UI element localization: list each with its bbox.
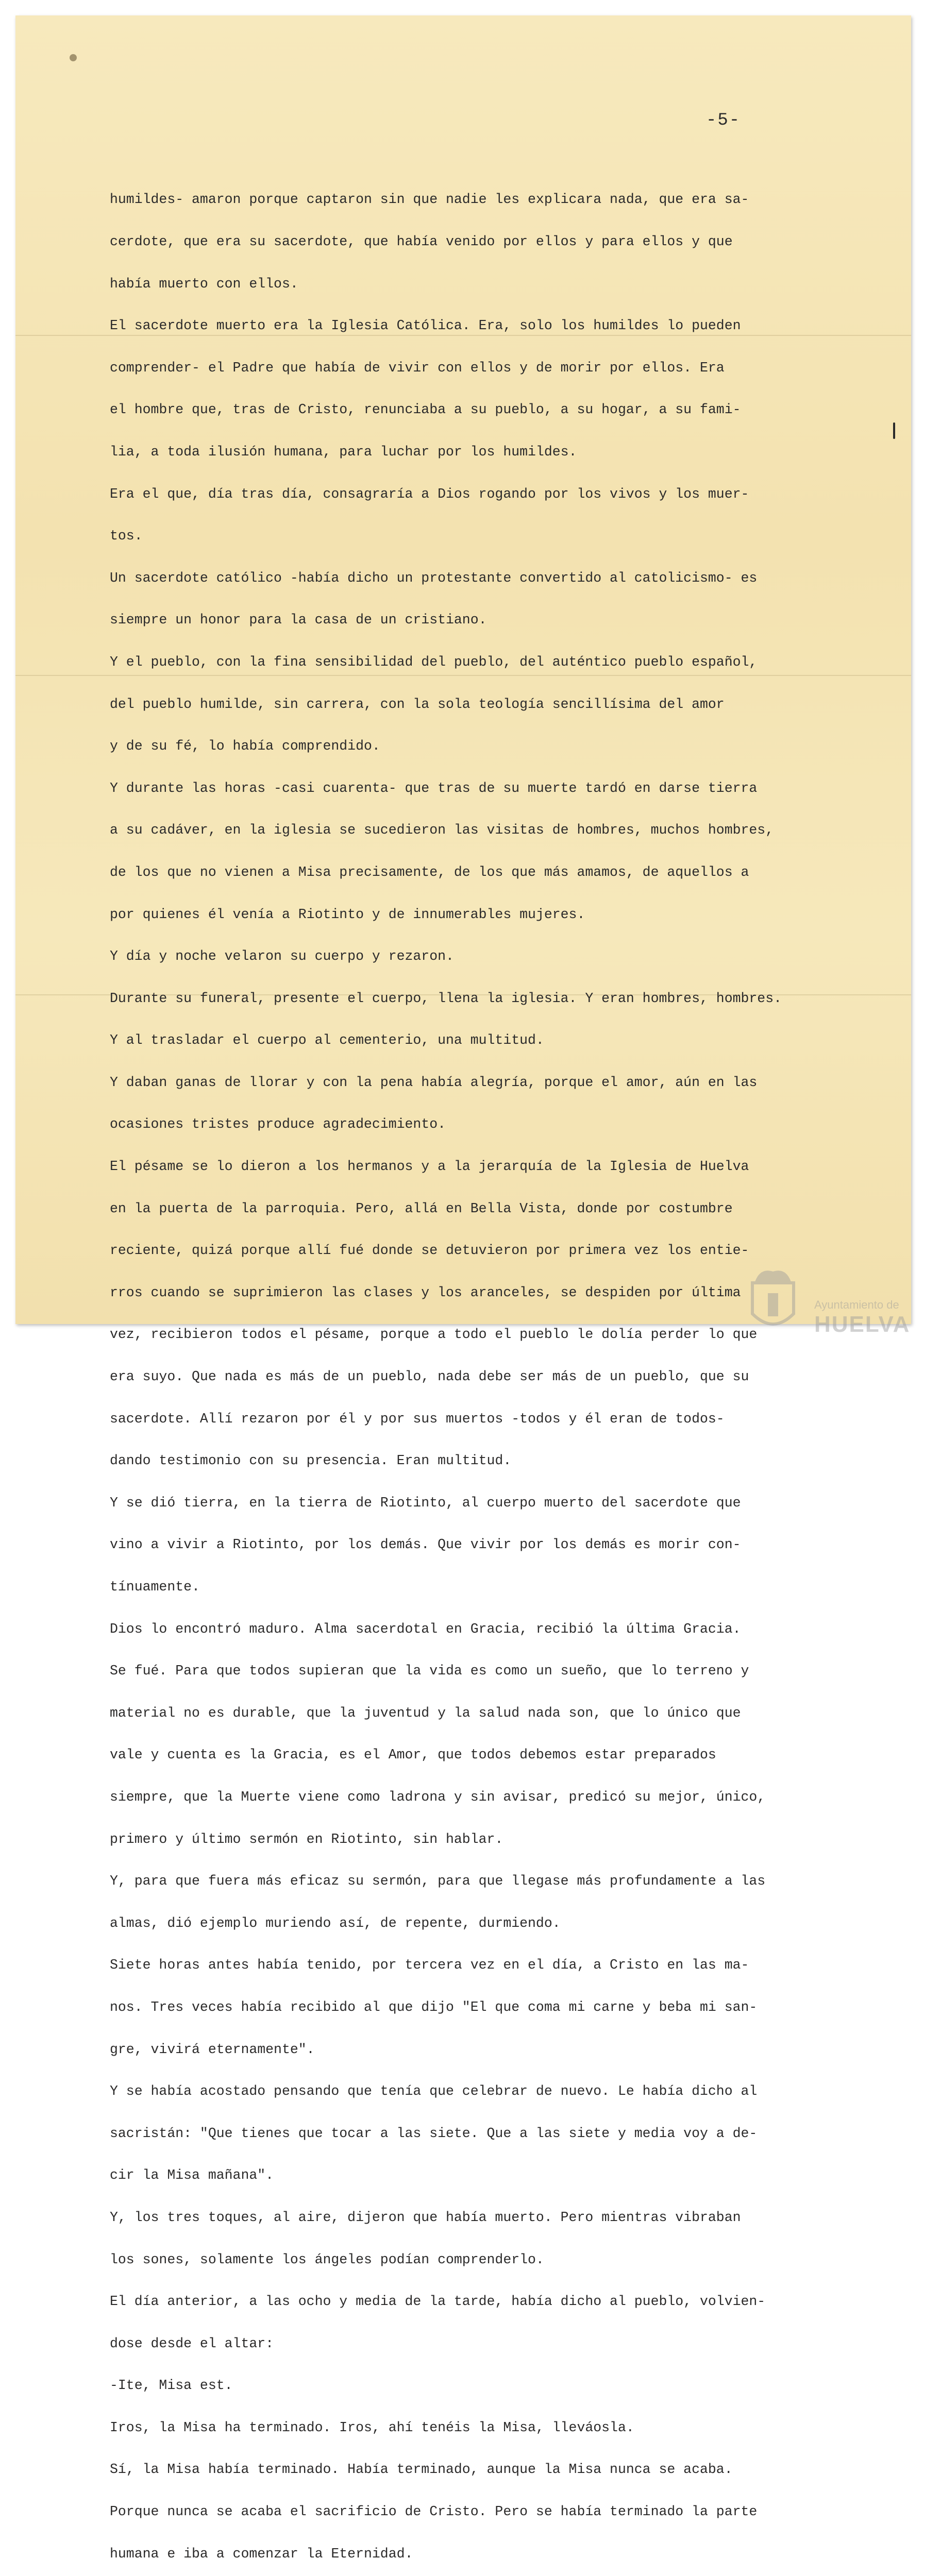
text-line: humildes- amaron porque captaron sin que nadie les explicara nada, que era sa- — [110, 192, 749, 208]
text-line: El pésame se lo dieron a los hermanos y a la jerarquía de la Iglesia de Huelva — [110, 1159, 749, 1175]
text-line: por quienes él venía a Riotinto y de innumerables mujeres. — [110, 906, 585, 922]
text-line: humana e iba a comenzar la Eternidad. — [110, 2546, 413, 2562]
text-line: nos. Tres veces había recibido al que dijo "El que coma mi carne y beba mi san- — [110, 1999, 758, 2015]
coat-of-arms-icon — [742, 1262, 804, 1340]
text-line: El día anterior, a las ocho y media de la tarde, había dicho al pueblo, volvien- — [110, 2294, 766, 2310]
text-line: sacerdote. Allí rezaron por él y por sus muertos -todos y él eran de todos- — [110, 1411, 725, 1427]
text-line: vino a vivir a Riotinto, por los demás. Que vivir por los demás es morir con- — [110, 1537, 741, 1553]
text-line: -Ite, Misa est. — [110, 2378, 233, 2394]
text-line: Sí, la Misa había terminado. Había terminado, aunque la Misa nunca se acaba. — [110, 2462, 733, 2478]
text-line: Y durante las horas -casi cuarenta- que tras de su muerte tardó en darse tierra — [110, 780, 758, 796]
body-text — [110, 165, 857, 2576]
text-line: dose desde el altar: — [110, 2335, 274, 2351]
text-line: Durante su funeral, presente el cuerpo, llena la iglesia. Y eran hombres, hombres. — [110, 990, 782, 1006]
text-line: el hombre que, tras de Cristo, renunciaba a su pueblo, a su hogar, a su fami- — [110, 402, 741, 418]
text-line: sacristán: "Que tienes que tocar a las siete. Que a las siete y media voy a de- — [110, 2125, 758, 2141]
text-line: Y día y noche velaron su cuerpo y rezaron. — [110, 948, 454, 964]
text-line: material no es durable, que la juventud y la salud nada son, que lo único que — [110, 1705, 741, 1721]
text-line: Un sacerdote católico -había dicho un protestante convertido al catolicismo- es — [110, 570, 758, 586]
text-line: comprender- el Padre que había de vivir con ellos y de morir por ellos. Era — [110, 360, 725, 376]
text-line: Y, para que fuera más eficaz su sermón, para que llegase más profundamente a las — [110, 1873, 766, 1889]
text-line: del pueblo humilde, sin carrera, con la sola teología sencillísima del amor — [110, 696, 725, 712]
text-line: cir la Misa mañana". — [110, 2167, 274, 2183]
text-line: Iros, la Misa ha terminado. Iros, ahí tenéis la Misa, lleváosla. — [110, 2419, 634, 2435]
text-line: Y se dió tierra, en la tierra de Riotinto, al cuerpo muerto del sacerdote que — [110, 1495, 741, 1511]
text-line: había muerto con ellos. — [110, 276, 298, 292]
text-line: vez, recibieron todos el pésame, porque a todo el pueblo le dolía perder lo que — [110, 1327, 758, 1343]
text-line: reciente, quizá porque allí fué donde se detuvieron por primera vez los entie- — [110, 1243, 749, 1259]
text-line: y de su fé, lo había comprendido. — [110, 738, 380, 754]
watermark-line2: HUELVA — [814, 1312, 911, 1337]
text-line: siempre un honor para la casa de un cristiano. — [110, 612, 487, 628]
text-line: Y se había acostado pensando que tenía que celebrar de nuevo. Le había dicho al — [110, 2083, 758, 2099]
staple-hole — [70, 54, 77, 61]
watermark-line1: Ayuntamiento de — [814, 1298, 899, 1311]
text-line: a su cadáver, en la iglesia se sucedieron las visitas de hombres, muchos hombres, — [110, 822, 774, 838]
text-line: Dios lo encontró maduro. Alma sacerdotal en Gracia, recibió la última Gracia. — [110, 1621, 741, 1637]
text-line: Porque nunca se acaba el sacrificio de Cristo. Pero se había terminado la parte — [110, 2504, 758, 2520]
text-line: primero y último sermón en Riotinto, sin hablar. — [110, 1831, 503, 1847]
margin-mark — [893, 422, 895, 439]
text-line: los sones, solamente los ángeles podían comprenderlo. — [110, 2251, 544, 2267]
text-line: en la puerta de la parroquia. Pero, allá en Bella Vista, donde por costumbre — [110, 1200, 733, 1216]
text-line: El sacerdote muerto era la Iglesia Católica. Era, solo los humildes lo pueden — [110, 318, 741, 334]
text-line: de los que no vienen a Misa precisamente, de los que más amamos, de aquellos a — [110, 864, 749, 880]
text-line: Era el que, día tras día, consagraría a Dios rogando por los vivos y los muer- — [110, 486, 749, 502]
text-line: cerdote, que era su sacerdote, que había venido por ellos y para ellos y que — [110, 234, 733, 249]
text-line: siempre, que la Muerte viene como ladrona y sin avisar, predicó su mejor, único, — [110, 1789, 766, 1805]
typewritten-page — [15, 15, 911, 2562]
text-line: rros cuando se suprimieron las clases y los aranceles, se despiden por última — [110, 1284, 741, 1300]
text-line: Y el pueblo, con la fina sensibilidad del pueblo, del auténtico pueblo español, — [110, 654, 758, 670]
text-line: era suyo. Que nada es más de un pueblo, nada debe ser más de un pueblo, que su — [110, 1369, 749, 1385]
text-line: almas, dió ejemplo muriendo así, de repente, durmiendo. — [110, 1915, 561, 1931]
text-line: tínuamente. — [110, 1579, 200, 1595]
watermark-logo — [742, 1262, 917, 1340]
text-line: Siete horas antes había tenido, por tercera vez en el día, a Cristo en las ma- — [110, 1957, 749, 1973]
text-line: Y daban ganas de llorar y con la pena había alegría, porque el amor, aún en las — [110, 1074, 758, 1090]
text-line: tos. — [110, 528, 143, 544]
text-line: ocasiones tristes produce agradecimiento. — [110, 1116, 446, 1132]
text-line: gre, vivirá eternamente". — [110, 2041, 315, 2057]
text-line: Se fué. Para que todos supieran que la vida es como un sueño, que lo terreno y — [110, 1663, 749, 1679]
text-line: vale y cuenta es la Gracia, es el Amor, que todos debemos estar preparados — [110, 1747, 716, 1763]
text-line: lia, a toda ilusión humana, para luchar por los humildes. — [110, 444, 577, 460]
text-line: Y, los tres toques, al aire, dijeron que había muerto. Pero mientras vibraban — [110, 2209, 741, 2225]
page-number: -5- — [706, 111, 741, 130]
text-line: Y al trasladar el cuerpo al cementerio, una multitud. — [110, 1032, 544, 1048]
text-line: dando testimonio con su presencia. Eran multitud. — [110, 1453, 512, 1469]
